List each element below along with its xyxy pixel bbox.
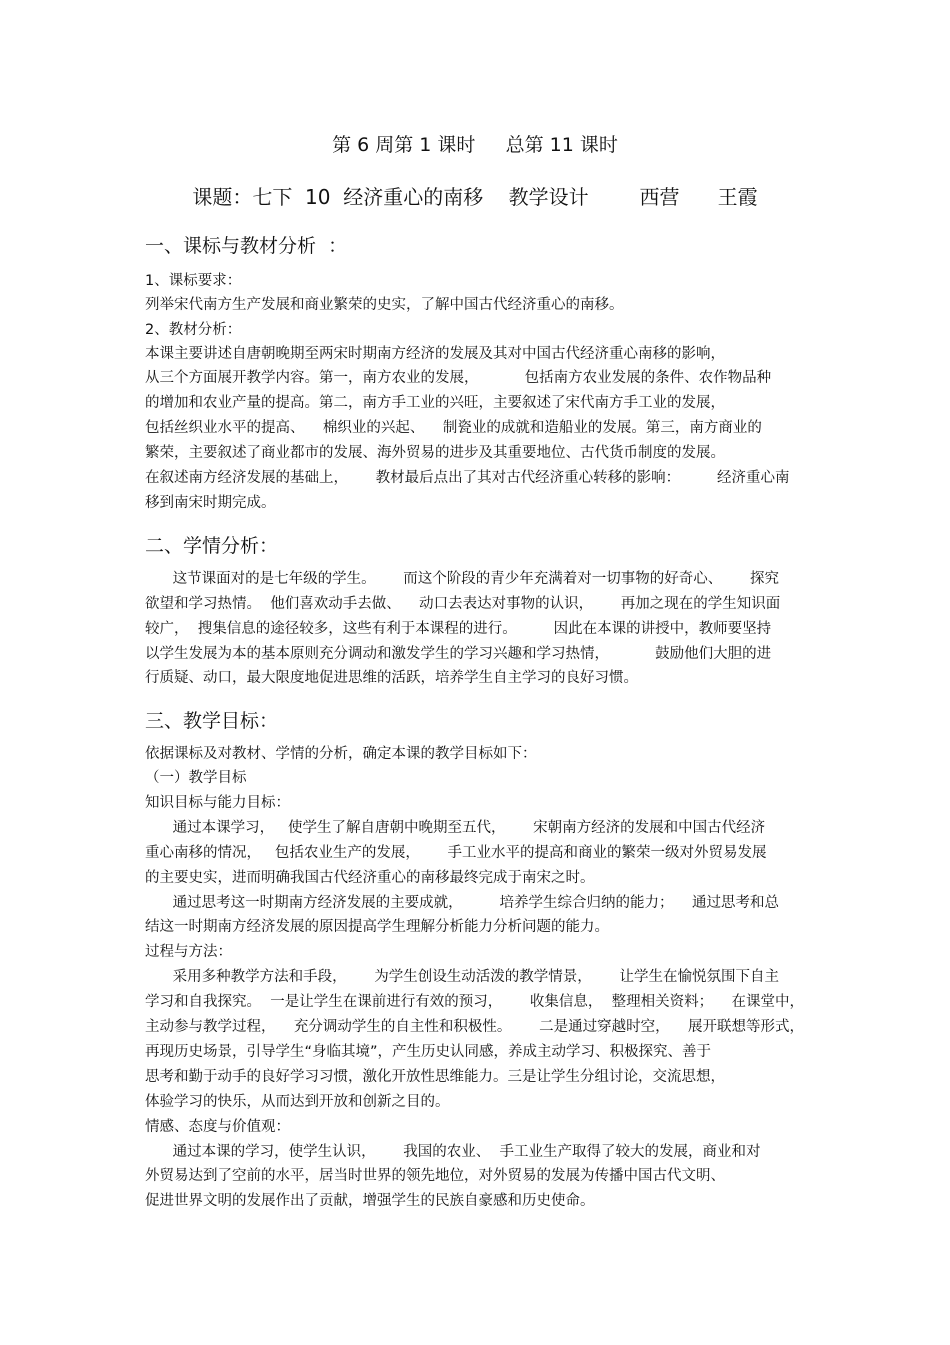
paragraph-line: 繁荣，主要叙述了商业都市的发展、海外贸易的进步及其重要地位、古代货币制度的发展。 — [145, 445, 725, 461]
sub-label-knowledge: 知识目标与能力目标： — [145, 795, 290, 811]
week-line: 第 6 周第 1 课时 总第 11 课时 — [332, 134, 618, 156]
paragraph-line: 重心南移的情况， 包括农业生产的发展， 手工业水平的提高和商业的繁荣一级对外贸易发展 — [145, 845, 767, 861]
paragraph-line: 包括丝织业水平的提高、 棉织业的兴起、 制瓷业的成就和造船业的发展。第三，南方商业的 — [145, 420, 762, 436]
sub-label-standard: 1、课标要求： — [145, 273, 242, 289]
paragraph-line: 促进世界文明的发展作出了贡献，增强学生的民族自豪感和历史使命。 — [145, 1193, 595, 1209]
paragraph-line: 通过本课学习， 使学生了解自唐朝中晚期至五代， 宋朝南方经济的发展和中国古代经济 — [145, 820, 766, 836]
sub-title: （一）教学目标 — [145, 770, 247, 786]
sub-label-emotion: 情感、态度与价值观： — [145, 1119, 290, 1135]
paragraph-line: 从三个方面展开教学内容。第一，南方农业的发展， 包括南方农业发展的条件、农作物品种 — [145, 370, 772, 386]
paragraph-line: 在叙述南方经济发展的基础上， 教材最后点出了其对古代经济重心转移的影响： 经济重心南 — [145, 470, 790, 486]
paragraph-line: 这节课面对的是七年级的学生。 而这个阶段的青少年充满着对一切事物的好奇心、 探究 — [145, 571, 779, 587]
paragraph-line: 通过本课的学习，使学生认识， 我国的农业、 手工业生产取得了较大的发展，商业和对 — [145, 1144, 761, 1160]
section-heading-objectives: 三、教学目标： — [145, 710, 279, 732]
paragraph-line: 列举宋代南方生产发展和商业繁荣的史实，了解中国古代经济重心的南移。 — [145, 297, 624, 313]
sub-label-textbook: 2、教材分析： — [145, 322, 242, 338]
paragraph-line: 的主要史实，进而明确我国古代经济重心的南移最终完成于南宋之时。 — [145, 870, 595, 886]
paragraph-line: 采用多种教学方法和手段， 为学生创设生动活泼的教学情景， 让学生在愉悦氛围下自主 — [145, 969, 779, 985]
paragraph-line: 移到南宋时期完成。 — [145, 495, 276, 511]
paragraph-line: 结这一时期南方经济发展的原因提高学生理解分析能力分析问题的能力。 — [145, 919, 609, 935]
paragraph-line: 再现历史场景，引导学生“身临其境”，产生历史认同感，养成主动学习、积极探究、善于 — [145, 1044, 712, 1060]
topic-title: 课题：七下 10 经济重心的南移 教学设计 西营 王霞 — [192, 185, 758, 209]
paragraph-line: 体验学习的快乐，从而达到开放和创新之目的。 — [145, 1094, 450, 1110]
paragraph-line: 较广， 搜集信息的途径较多，这些有利于本课程的进行。 因此在本课的讲授中，教师要坚持 — [145, 621, 772, 637]
paragraph-line: 外贸易达到了空前的水平，居当时世界的领先地位，对外贸易的发展为传播中国古代文明、 — [145, 1168, 725, 1184]
paragraph-line: 的增加和农业产量的提高。第二，南方手工业的兴旺，主要叙述了宋代南方手工业的发展， — [145, 395, 725, 411]
sub-label-process: 过程与方法： — [145, 944, 232, 960]
paragraph-line: 通过思考这一时期南方经济发展的主要成就， 培养学生综合归纳的能力； 通过思考和总 — [145, 895, 779, 911]
paragraph-line: 学习和自我探究。 一是让学生在课前进行有效的预习， 收集信息， 整理相关资料； 在课堂中， — [145, 994, 805, 1010]
paragraph-line: 思考和勤于动手的良好学习习惯，激化开放性思维能力。三是让学生分组讨论，交流思想， — [145, 1069, 725, 1085]
paragraph-line: 欲望和学习热情。 他们喜欢动手去做、 动口去表达对事物的认识， 再加之现在的学生知识面 — [145, 596, 781, 612]
paragraph-line: 依据课标及对教材、学情的分析，确定本课的教学目标如下： — [145, 746, 537, 762]
section-heading-learners: 二、学情分析： — [145, 535, 279, 557]
paragraph-line: 行质疑、动口，最大限度地促进思维的活跃，培养学生自主学习的良好习惯。 — [145, 670, 638, 686]
paragraph-line: 以学生发展为本的基本原则充分调动和激发学生的学习兴趣和学习热情， 鼓励他们大胆的进 — [145, 646, 772, 662]
section-heading-curriculum: 一、课标与教材分析 ： — [145, 235, 348, 257]
paragraph-line: 主动参与教学过程， 充分调动学生的自主性和积极性。 二是通过穿越时空， 展开联想等形式， — [145, 1019, 805, 1035]
paragraph-line: 本课主要讲述自唐朝晚期至两宋时期南方经济的发展及其对中国古代经济重心南移的影响， — [145, 346, 725, 362]
